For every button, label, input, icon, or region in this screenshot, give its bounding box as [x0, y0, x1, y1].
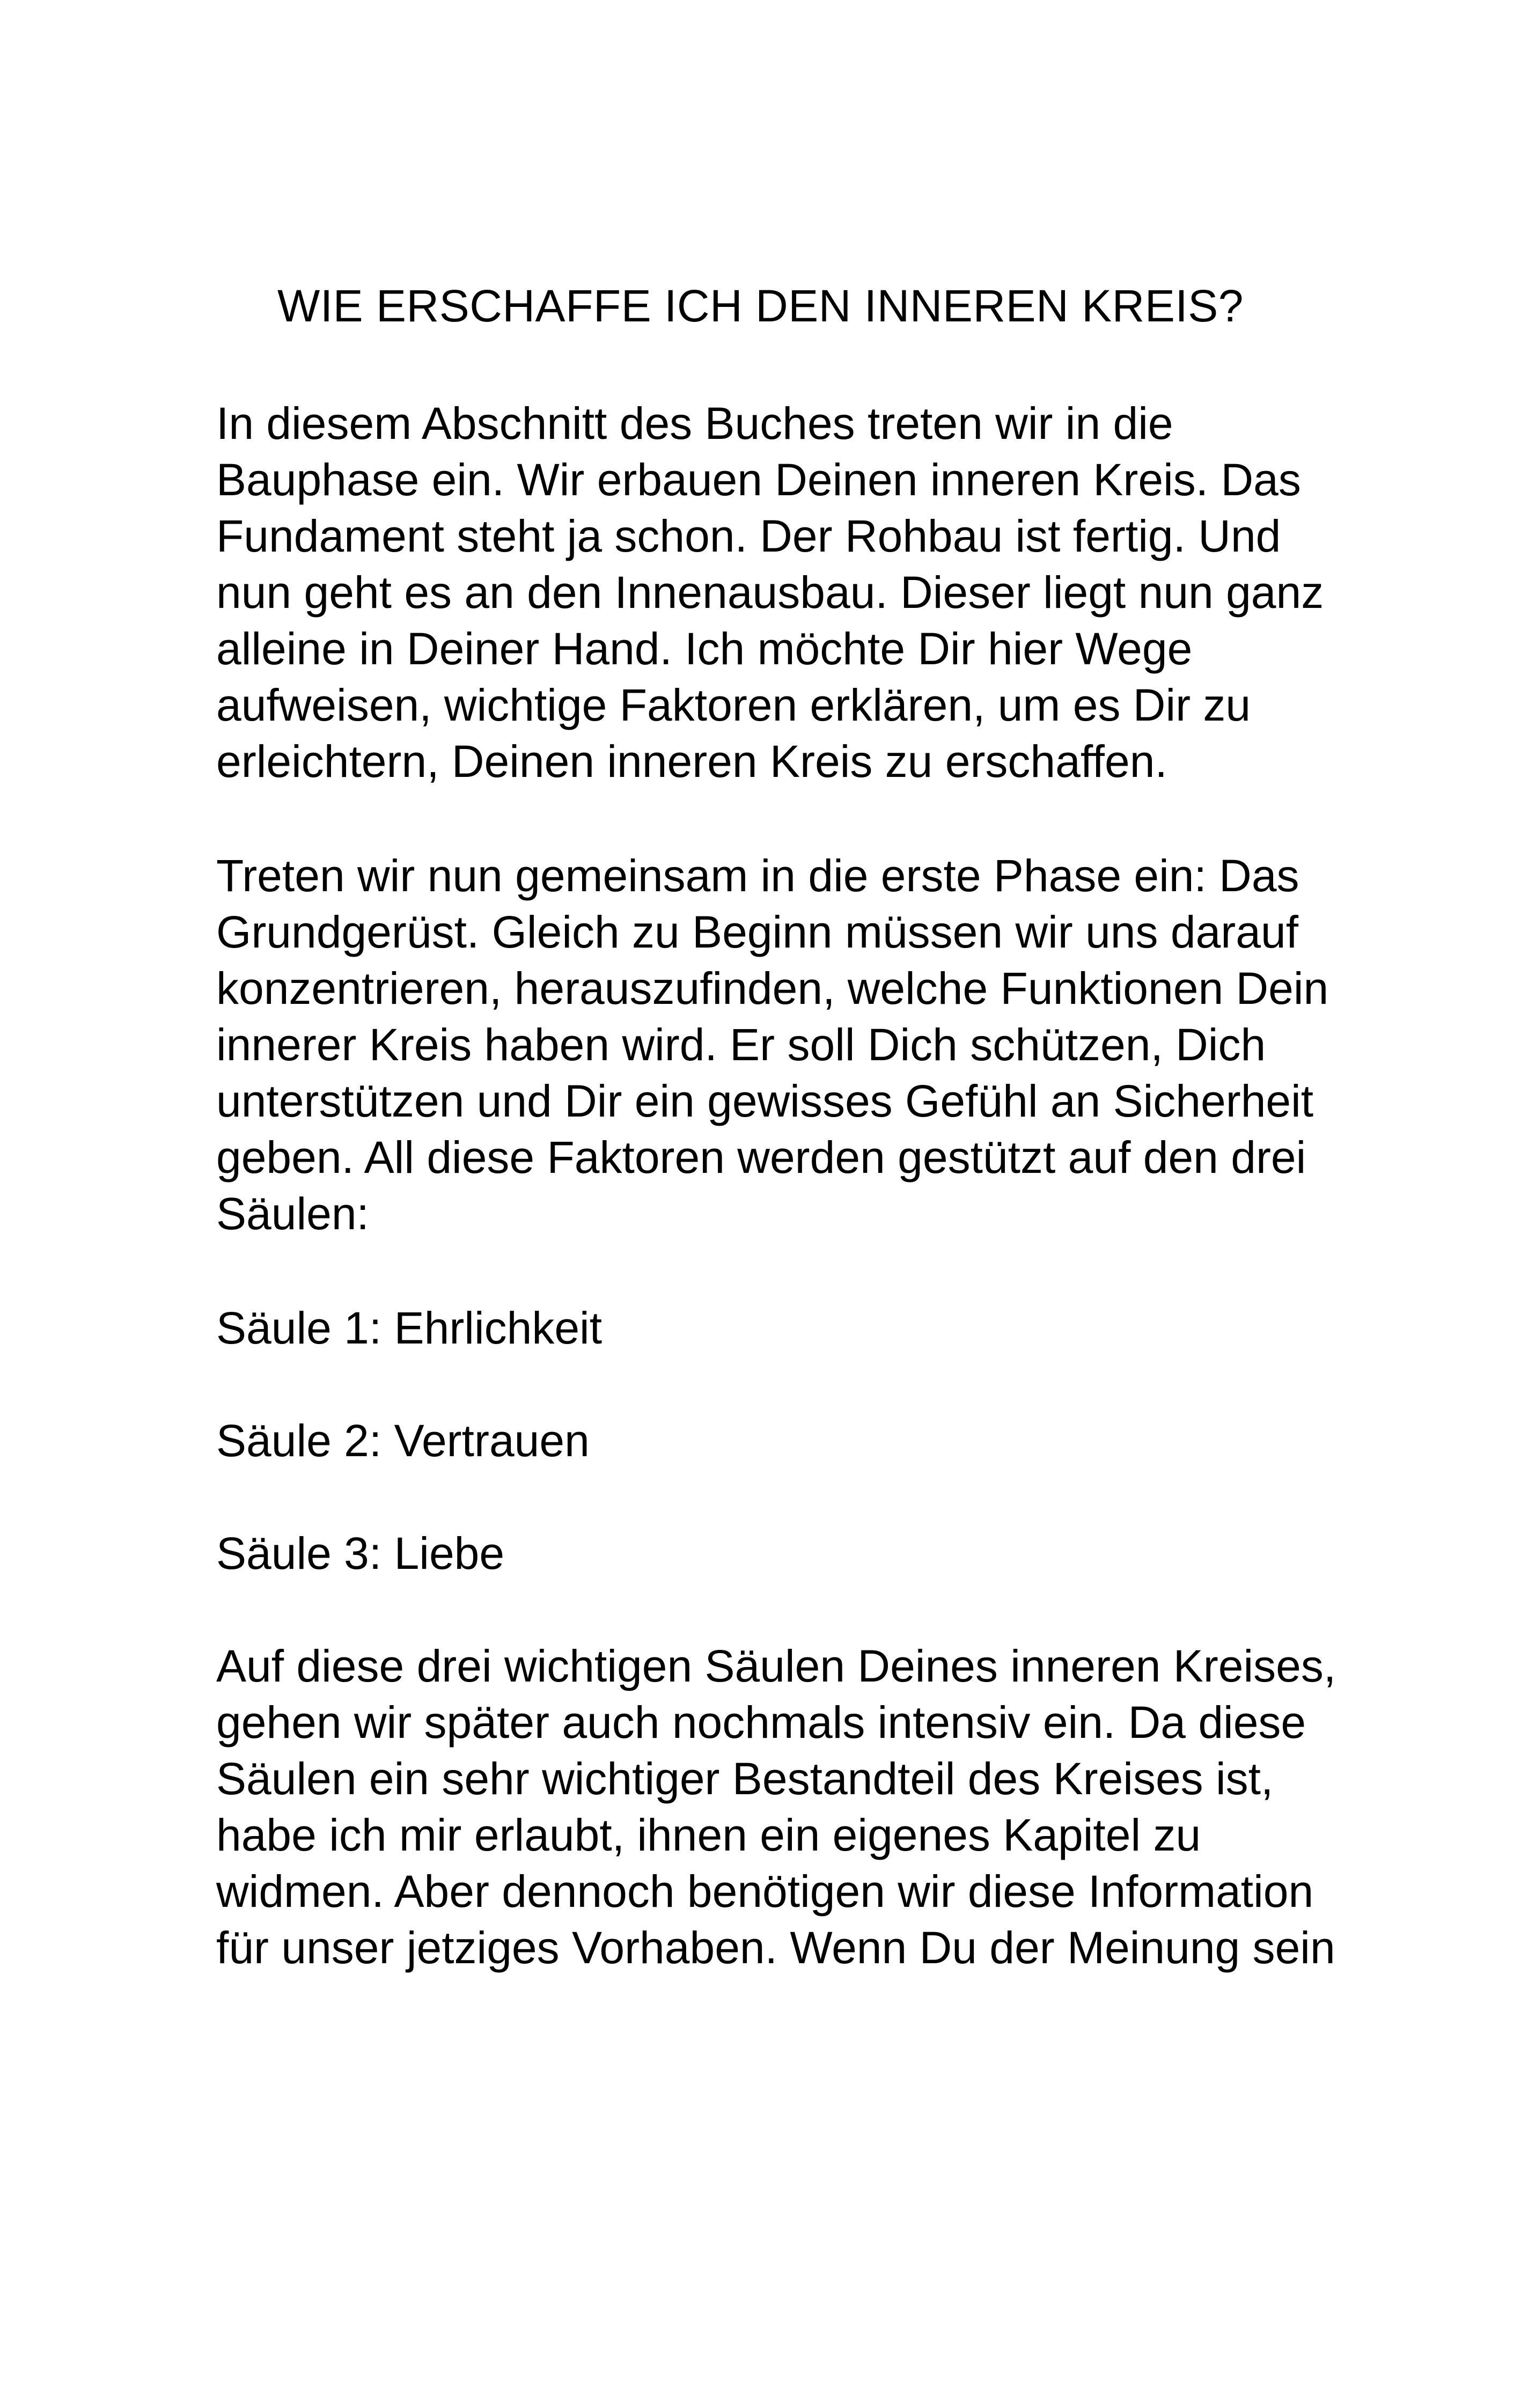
text-line: In diesem Abschnitt des Buches treten wir in die: [216, 398, 1173, 449]
text-line: erleichtern, Deinen inneren Kreis zu erschaffen.: [216, 736, 1167, 787]
text-line: Auf diese drei wichtigen Säulen Deines inneren Kreises,: [216, 1641, 1336, 1691]
text-line: Fundament steht ja schon. Der Rohbau ist fertig. Und: [216, 511, 1281, 561]
text-line: Säulen ein sehr wichtiger Bestandteil des Kreises ist,: [216, 1753, 1274, 1804]
text-line: alleine in Deiner Hand. Ich möchte Dir hier Wege: [216, 623, 1193, 674]
framework-paragraph: [216, 848, 1332, 1242]
text-line: innerer Kreis haben wird. Er soll Dich schützen, Dich: [216, 1019, 1266, 1070]
text-line: unterstützen und Dir ein gewisses Gefühl an Sicherheit: [216, 1076, 1314, 1126]
text-line: Treten wir nun gemeinsam in die erste Phase ein: Das: [216, 850, 1299, 901]
text-line: Säulen:: [216, 1188, 369, 1239]
text-line: aufweisen, wichtige Faktoren erklären, um es Dir zu: [216, 680, 1251, 730]
text-line: geben. All diese Faktoren werden gestützt auf den drei: [216, 1132, 1306, 1183]
text-line: nun geht es an den Innenausbau. Dieser liegt nun ganz: [216, 567, 1324, 618]
text-line: für unser jetziges Vorhaben. Wenn Du der Meinung sein: [216, 1922, 1335, 1973]
text-line: widmen. Aber dennoch benötigen wir diese Information: [216, 1866, 1314, 1917]
intro-paragraph: [216, 395, 1332, 790]
text-line: gehen wir später auch nochmals intensiv ein. Da diese: [216, 1697, 1306, 1748]
pillar-honesty: Säule 1: Ehrlichkeit: [216, 1303, 602, 1353]
text-line: konzentrieren, herauszufinden, welche Funktionen Dein: [216, 963, 1329, 1014]
pillars-paragraph: [216, 1638, 1336, 1976]
pillar-love: Säule 3: Liebe: [216, 1528, 505, 1579]
page-title: WIE ERSCHAFFE ICH DEN INNEREN KREIS?: [277, 281, 1244, 331]
pillar-trust: Säule 2: Vertrauen: [216, 1415, 590, 1466]
text-line: habe ich mir erlaubt, ihnen ein eigenes Kapitel zu: [216, 1810, 1201, 1860]
text-line: Grundgerüst. Gleich zu Beginn müssen wir uns darauf: [216, 907, 1299, 957]
text-line: Bauphase ein. Wir erbauen Deinen inneren Kreis. Das: [216, 454, 1301, 505]
